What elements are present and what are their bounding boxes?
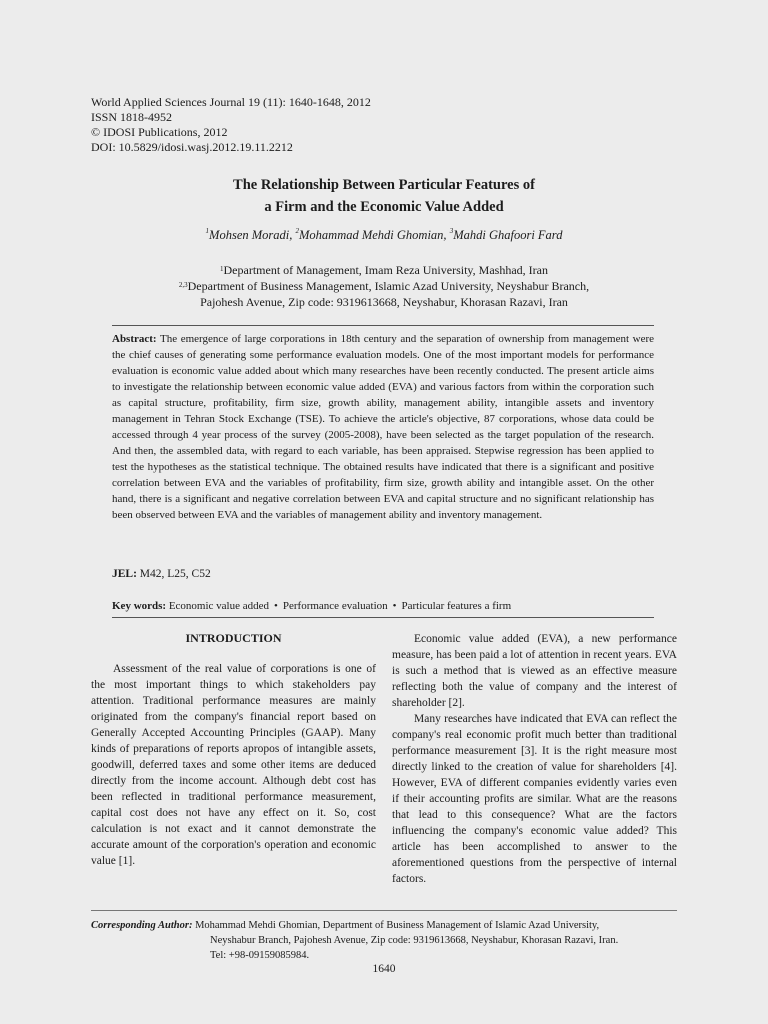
author-3-sup: 3	[449, 227, 454, 235]
title-line-2: a Firm and the Economic Value Added	[264, 199, 504, 215]
keyword-2: Performance evaluation	[282, 600, 388, 612]
affiliation-1-sup: 1	[220, 265, 224, 273]
corresponding-text-1: Mohammad Mehdi Ghomian, Department of Business Management of Islamic Azad University,	[195, 920, 600, 931]
keyword-separator: •	[274, 600, 278, 612]
affiliation-1	[0, 262, 768, 278]
author-3: Mahdi Ghafoori Fard	[453, 228, 563, 242]
journal-doi: DOI: 10.5829/idosi.wasj.2012.19.11.2212	[91, 140, 293, 154]
affiliations	[0, 262, 768, 310]
abstract-label: Abstract:	[112, 333, 157, 345]
footnote-rule	[91, 910, 677, 911]
title-line-1: The Relationship Between Particular Features of	[233, 177, 535, 193]
keywords	[112, 600, 511, 612]
page-number: 1640	[372, 963, 396, 975]
journal-issn: ISSN 1818-4952	[91, 110, 173, 124]
affiliation-2	[0, 278, 768, 294]
keyword-separator: •	[392, 600, 397, 612]
affiliation-2-cont: Pajohesh Avenue, Zip code: 9319613668, Neyshabur, Khorasan Razavi, Iran	[200, 295, 568, 309]
affiliation-1-text: Department of Management, Imam Reza University, Mashhad, Iran	[223, 263, 548, 277]
author-1: Mohsen Moradi,	[209, 228, 296, 242]
journal-copyright: © IDOSI Publications, 2012	[91, 125, 228, 139]
keywords-label: Key words:	[112, 600, 167, 612]
affiliation-2-sup: 2,3	[178, 281, 188, 289]
corresponding-author	[91, 918, 681, 963]
right-column	[392, 631, 677, 887]
keyword-3: Particular features a firm	[401, 600, 512, 612]
corresponding-line-1	[91, 918, 681, 933]
keywords-bottom-rule	[112, 617, 654, 618]
corresponding-line-3: Tel: +98-09159085984.	[210, 950, 310, 961]
author-2-sup: 2	[295, 227, 299, 235]
left-column	[91, 661, 376, 869]
jel-text: M42, L25, C52	[139, 568, 211, 580]
author-list	[0, 228, 768, 243]
jel-label: JEL:	[112, 568, 137, 580]
journal-citation: World Applied Sciences Journal 19 (11): 1640-1648, 2012	[91, 95, 371, 109]
section-heading-introduction: INTRODUCTION	[185, 631, 282, 645]
intro-paragraph-2: Economic value added (EVA), a new performance measure, has been paid a lot of attention in recent years. EVA is such a method that is viewed as an effective measure reflecting both the value of company and the interest of shareholder [2].	[392, 633, 677, 709]
intro-paragraph-1: Assessment of the real value of corporations is one of the most important things to which stakeholders pay attention. Traditional performance measures are mainly originated from the company's financial report based on Generally Accepted Accounting Principles (GAAP). Many kinds of preparations of reports apropos of intangible assets, goodwill, deferred taxes and some other items are deduced directly from the income account. Although debt cost has been reflected in traditional performance measurement, capital cost does not have any effect on it. So, cost calculation is not exact and it cannot demonstrate the accurate amount of the corporation's operation and economic value [1].	[91, 663, 376, 867]
abstract-top-rule	[112, 325, 654, 326]
abstract	[112, 331, 654, 523]
journal-info	[91, 95, 371, 155]
keyword-1: Economic value added	[168, 600, 270, 612]
abstract-text: The emergence of large corporations in 18th century and the separation of ownership from management were the chief causes of generating some performance evaluation models. One of the most important models for performance evaluation is economic value added about which many researches have been recently conducted. The present article aims to investigate the relationship between economic value added (EVA) and various factors from within the corporation such as capital structure, profitability, firm size, growth ability, management ability, intangible assets and inventory management in Tehran Stock Exchange (TSE). To achieve the article's objective, 87 corporations, whose data could be accessed through 4 year process of the survey (2005-2008), have been selected as the target population of the research. And then, the assembled data, with regard to each variable, has been appraised. Stepwise regression has been applied to test the hypotheses as the statistical technique. The obtained results have indicated that there is a significant and positive correlation between EVA and the variables of profitability, firm size, growth ability and intangible asset. On the other hand, there is a significant and negative correlation between EVA and capital structure and no significant relationship has been observed between EVA and the variables of management ability and inventory management.	[112, 333, 654, 521]
author-1-sup: 1	[205, 227, 210, 235]
paper-title	[0, 174, 768, 218]
jel-codes	[112, 568, 211, 580]
corresponding-label: Corresponding Author:	[91, 920, 193, 931]
affiliation-2-text: Department of Business Management, Islamic Azad University, Neyshabur Branch,	[187, 279, 590, 293]
author-2: Mohammad Mehdi Ghomian,	[299, 228, 450, 242]
corresponding-line-2: Neyshabur Branch, Pajohesh Avenue, Zip code: 9319613668, Neyshabur, Khorasan Razavi, Iran.	[210, 935, 619, 946]
intro-paragraph-3: Many researches have indicated that EVA can reflect the company's real economic profit much better than traditional performance measurement [3]. It is the right measure most directly linked to the creation of value for shareholders [4]. However, EVA of different companies evidently varies even if their accounting profits are similar. What are the reasons that lead to this consequence? What are the factors influencing the company's economic value added? This article has been accomplished to answer to the aforementioned questions from the perspective of internal factors.	[392, 713, 677, 885]
